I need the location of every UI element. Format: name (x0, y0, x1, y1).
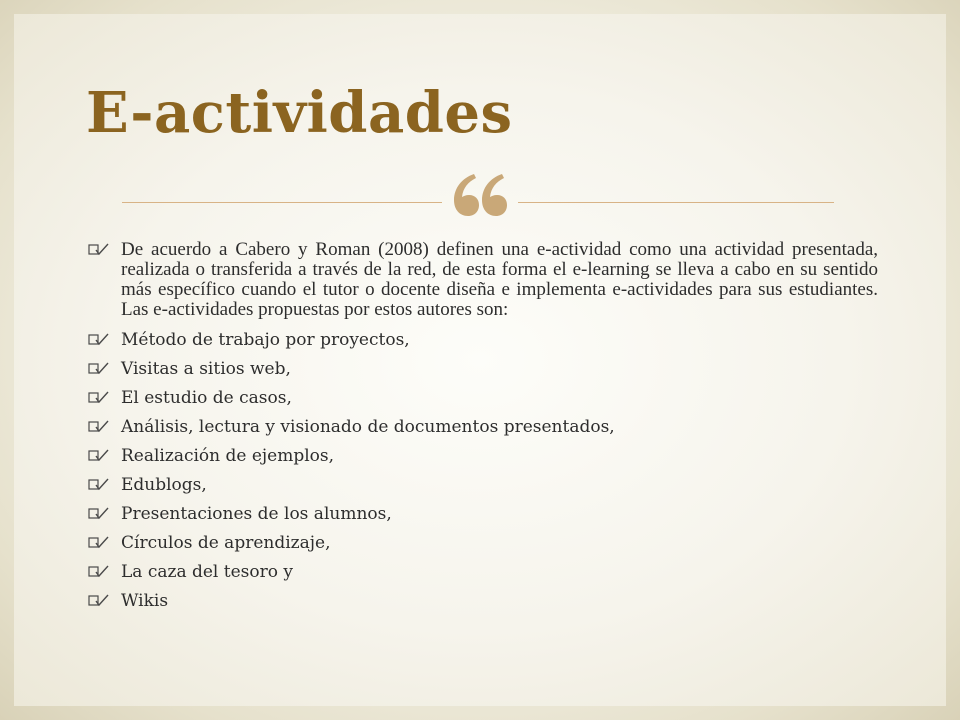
list-item-text: La caza del tesoro y (121, 562, 293, 582)
list-item-text: Wikis (121, 591, 169, 611)
check-box-bullet-icon (88, 362, 110, 376)
list-item-text: Presentaciones de los alumnos, (121, 504, 392, 524)
check-box-bullet-icon (88, 565, 110, 579)
list-item (88, 446, 878, 466)
title-divider-right (518, 202, 834, 203)
check-box-bullet-icon (88, 594, 110, 608)
list-item (88, 475, 878, 495)
intro-text: De acuerdo a Cabero y Roman (2008) definen una e-actividad como una actividad presentada, realizada o transferida a través de la red, de esta forma el e-learning se lleva a cabo en su sentido más específico cuando el tutor o docente diseña e implementa e-actividades para sus estudiantes. Las e-actividades propuestas por estos autores son: (121, 239, 878, 320)
list-item-text: Círculos de aprendizaje, (121, 533, 331, 553)
list-item (88, 330, 878, 350)
list-item (88, 504, 878, 524)
list-item-text: Edublogs, (121, 475, 207, 495)
list-item (88, 417, 878, 437)
intro-paragraph (88, 240, 878, 320)
check-box-bullet-icon (88, 507, 110, 521)
content-list (88, 240, 878, 620)
list-item (88, 562, 878, 582)
list-item-text: El estudio de casos, (121, 388, 292, 408)
check-box-bullet-icon (88, 333, 110, 347)
check-box-bullet-icon (88, 536, 110, 550)
curly-quote-ornament-icon (444, 166, 516, 226)
list-item (88, 591, 878, 611)
list-item (88, 359, 878, 379)
list-item-text: Análisis, lectura y visionado de documentos presentados, (121, 417, 615, 437)
list-item-text: Realización de ejemplos, (121, 446, 335, 466)
list-item (88, 533, 878, 553)
check-box-bullet-icon (88, 449, 110, 463)
list-item-text: Visitas a sitios web, (121, 359, 291, 379)
check-box-bullet-icon (88, 391, 110, 405)
check-box-bullet-icon (88, 420, 110, 434)
slide-title: E-actividades (86, 80, 513, 146)
check-box-bullet-icon (88, 243, 110, 257)
title-divider-left (122, 202, 442, 203)
check-box-bullet-icon (88, 478, 110, 492)
list-item-text: Método de trabajo por proyectos, (121, 330, 410, 350)
list-item (88, 388, 878, 408)
